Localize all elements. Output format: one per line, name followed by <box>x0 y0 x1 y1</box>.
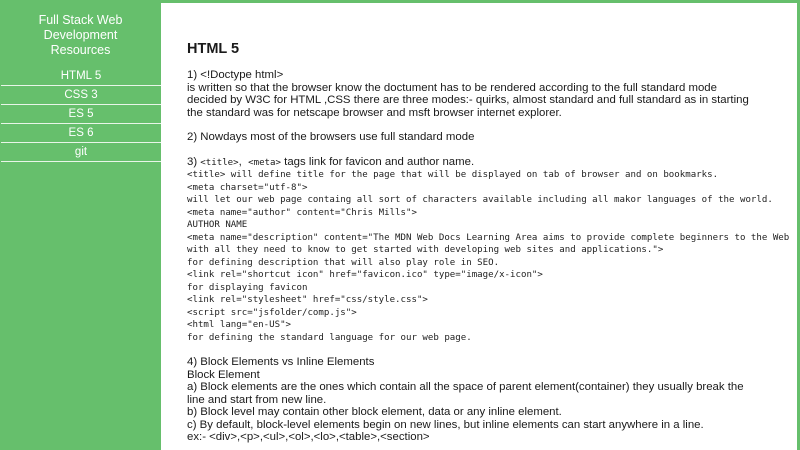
code-line: for defining description that will also play role in SEO. <box>187 257 500 268</box>
paragraph-line: b) Block level may contain other block element, data or any inline element. <box>187 406 562 418</box>
code-line: <link rel="stylesheet" href="css/style.css"> <box>187 295 428 305</box>
inline-code-title: <title> <box>200 157 239 168</box>
paragraph-line: a) Block elements are the ones which contain all the space of parent element(container) they usually break the <box>187 381 744 393</box>
code-line: with all they need to know to get started with developing web sites and applications."> <box>187 245 664 255</box>
code-line: will let our web page containg all sort of characters available including all makor languages of the world. <box>187 195 773 205</box>
sidebar-item-html5[interactable]: HTML 5 <box>1 67 161 86</box>
section-block-vs-inline <box>187 356 793 444</box>
sidebar-item-es6[interactable]: ES 6 <box>1 124 161 143</box>
sidebar-item-css3[interactable]: CSS 3 <box>1 86 161 105</box>
subheading: Block Element <box>187 368 260 381</box>
section-meta-tags <box>187 156 793 345</box>
code-line: <link rel="shortcut icon" href="favicon.ico" type="image/x-icon"> <box>187 270 543 280</box>
paragraph-line: the standard was for netscape browser and msft browser internet explorer. <box>187 106 562 119</box>
site-title-line: Resources <box>50 43 111 57</box>
code-line: AUTHOR NAME <box>187 220 248 230</box>
paragraph-line: c) By default, block-level elements begin on new lines, but inline elements can start anywhere in a line. <box>187 418 704 431</box>
paragraph-line: line and start from new line. <box>187 393 327 406</box>
site-title <box>0 0 161 67</box>
section-heading: 4) Block Elements vs Inline Elements <box>187 356 375 368</box>
code-line: <meta name="description" content="The MDN Web Docs Learning Area aims to provide complete beginners to the Web <box>187 232 790 243</box>
inline-code-meta: <meta> <box>248 157 281 168</box>
paragraph-line: is written so that the browser know the doctument has to be rendered according to the full standard mode <box>187 81 717 94</box>
code-line: <meta name="author" content="Chris Mills"> <box>187 207 417 218</box>
code-block <box>187 169 793 344</box>
section-heading: 2) Nowdays most of the browsers use full standard mode <box>187 131 475 143</box>
paragraph-line: ex:- <div>,<p>,<ul>,<ol>,<lo>,<table>,<section> <box>187 431 430 443</box>
content-body <box>187 69 793 444</box>
code-line: <html lang="en-US"> <box>187 320 292 330</box>
code-line: <meta charset="utf-8"> <box>187 182 308 193</box>
code-line: <title> will define title for the page that will be displayed on tab of browser and on bookmarks. <box>187 170 719 180</box>
sidebar-item-git[interactable]: git <box>1 143 161 162</box>
main-content <box>161 3 797 450</box>
heading-prefix: 3) <box>187 155 201 168</box>
section-heading <box>187 156 793 170</box>
heading-suffix: tags link for favicon and author name. <box>280 155 475 168</box>
code-line: <script src="jsfolder/comp.js"> <box>187 307 357 318</box>
section-heading: 1) <!Doctype html> <box>187 69 284 81</box>
heading-separator: , <box>238 155 249 168</box>
sidebar <box>0 0 161 450</box>
site-title-line: Full Stack Web <box>38 13 123 27</box>
section-standard-mode <box>187 131 793 144</box>
sidebar-item-es5[interactable]: ES 5 <box>1 105 161 124</box>
section-doctype <box>187 69 793 119</box>
sidebar-nav <box>0 67 161 162</box>
code-line: for defining the standard language for our web page. <box>187 332 472 343</box>
page-title: HTML 5 <box>187 41 240 57</box>
code-line: for displaying favicon <box>187 282 308 293</box>
site-title-line: Development <box>43 28 118 42</box>
paragraph-line: decided by W3C for HTML ,CSS there are three modes:- quirks, almost standard and full standard as in starting <box>187 94 749 106</box>
